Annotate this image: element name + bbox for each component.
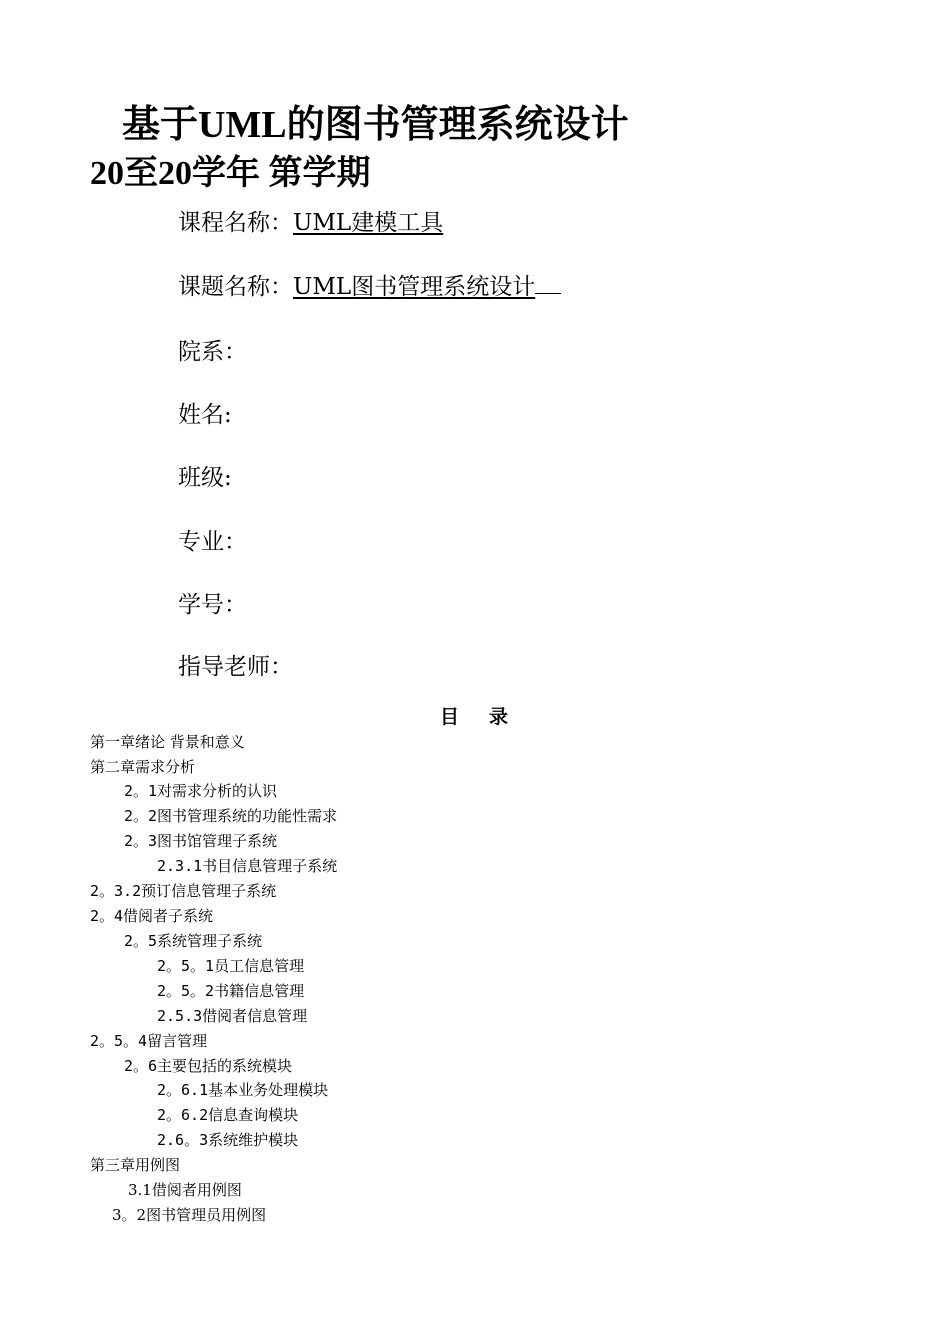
toc-item[interactable]: 2。3图书馆管理子系统 xyxy=(124,832,278,850)
document-title: 基于UML的图书管理系统设计 xyxy=(122,104,629,146)
field-label: 专业： xyxy=(178,529,247,555)
field-label: 姓名: xyxy=(178,402,232,428)
toc-item[interactable]: 2.6。3系统维护模块 xyxy=(157,1131,299,1149)
field-label: 班级: xyxy=(178,465,232,491)
field-department xyxy=(178,336,247,368)
toc-item[interactable]: 2。6.1基本业务处理模块 xyxy=(157,1081,329,1099)
underline-blank xyxy=(535,271,561,294)
academic-term: 20至20学年 第学期 xyxy=(90,155,371,192)
toc-item[interactable]: 2。2图书管理系统的功能性需求 xyxy=(124,807,338,825)
toc-item[interactable]: 2.3.1书目信息管理子系统 xyxy=(157,857,338,875)
toc-item[interactable]: 第三章用例图 xyxy=(90,1156,181,1174)
toc-item[interactable]: 2。6.2信息查询模块 xyxy=(157,1106,299,1124)
field-label: 院系： xyxy=(178,339,247,365)
toc-item[interactable]: 第一章绪论 背景和意义 xyxy=(90,733,245,751)
toc-item[interactable]: 2。3.2预订信息管理子系统 xyxy=(90,882,277,900)
field-label: 学号： xyxy=(178,592,247,618)
field-value: UML图书管理系统设计 xyxy=(293,274,536,300)
toc-item[interactable]: 2。5。4留言管理 xyxy=(90,1032,208,1050)
field-topic-name xyxy=(178,271,561,303)
toc-item[interactable]: 2。5。2书籍信息管理 xyxy=(157,982,305,1000)
toc-item[interactable]: 2.5.3借阅者信息管理 xyxy=(157,1007,308,1025)
field-value: UML建模工具 xyxy=(293,210,444,236)
field-label: 课题名称： xyxy=(178,274,293,300)
field-class xyxy=(178,462,232,494)
field-advisor xyxy=(178,651,293,683)
field-course-name xyxy=(178,207,443,239)
toc-item[interactable]: 第二章需求分析 xyxy=(90,758,196,776)
toc-heading: 目录 xyxy=(440,706,539,728)
field-student-id xyxy=(178,589,247,621)
toc-item[interactable]: 2。5。1员工信息管理 xyxy=(157,957,305,975)
toc-item[interactable]: 3。2图书管理员用例图 xyxy=(112,1206,267,1224)
field-name xyxy=(178,399,232,431)
field-major xyxy=(178,526,247,558)
field-label: 课程名称： xyxy=(178,210,293,236)
field-label: 指导老师： xyxy=(178,654,293,680)
toc-item[interactable]: 2。5系统管理子系统 xyxy=(124,932,263,950)
toc-item[interactable]: 3.1借阅者用例图 xyxy=(128,1181,242,1199)
toc-item[interactable]: 2。1对需求分析的认识 xyxy=(124,782,278,800)
toc-item[interactable]: 2。6主要包括的系统模块 xyxy=(124,1057,293,1075)
toc-item[interactable]: 2。4借阅者子系统 xyxy=(90,907,214,925)
